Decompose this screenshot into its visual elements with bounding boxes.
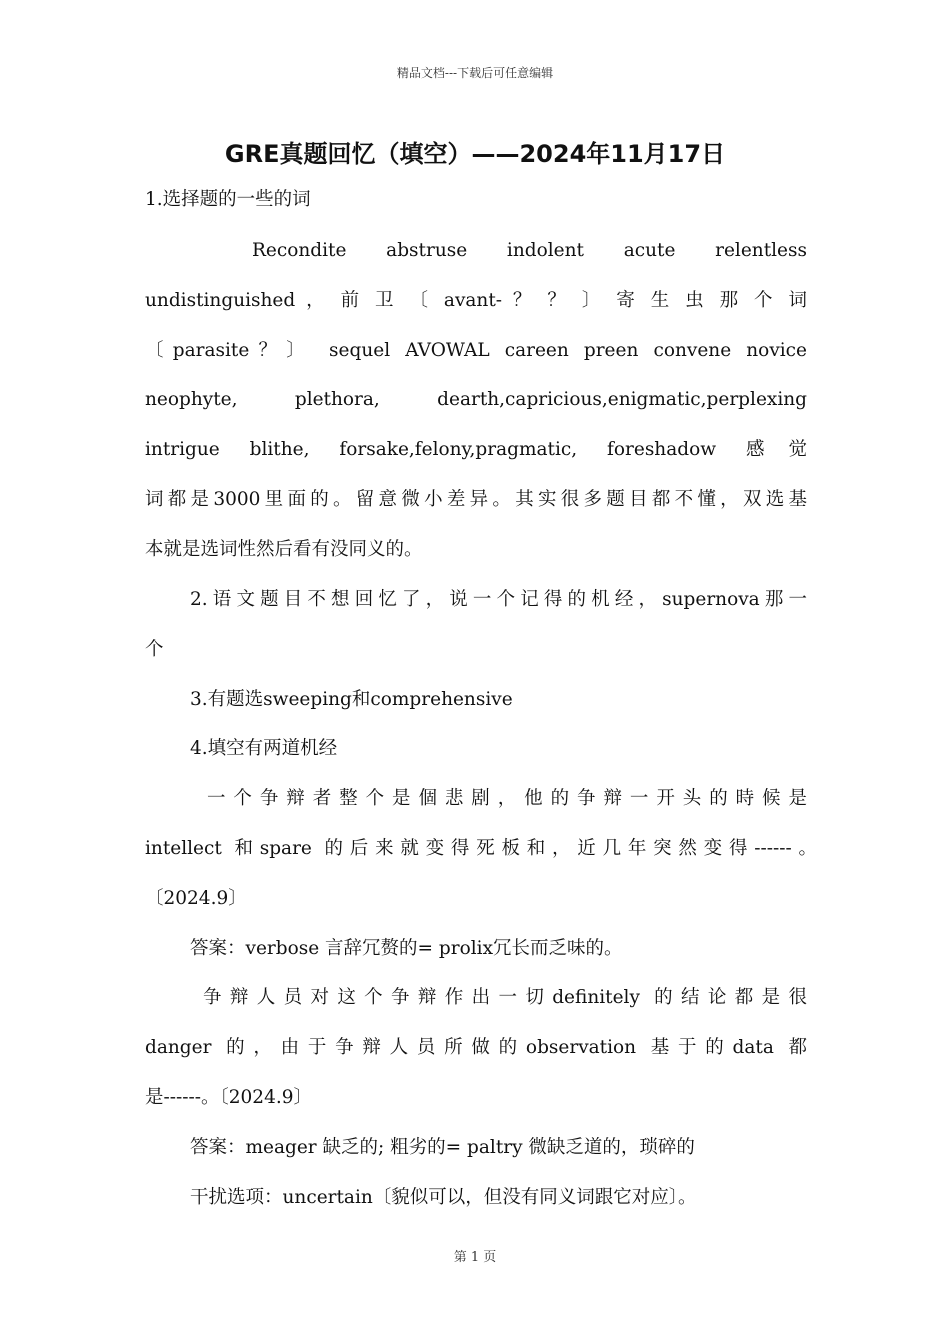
text-line-21: 干扰选项：uncertain〔貌似可以，但没有同义词跟它对应〕。 bbox=[190, 1187, 697, 1208]
text-line-6: intrigue blithe, forsake,felony,pragmatic, foreshadow 感觉 bbox=[145, 439, 807, 460]
document-title: GRE真题回忆（填空）——2024年11月17日 bbox=[224, 140, 726, 168]
text-line-19: 是------。〔2024.9〕 bbox=[145, 1087, 312, 1108]
text-line-15: 〔2024.9〕 bbox=[145, 888, 247, 909]
text-line-2: Recondite abstruse indolent acute relentless bbox=[252, 240, 807, 261]
text-line-10: 个 bbox=[145, 639, 164, 660]
text-line-5: neophyte, plethora, dearth,capricious,enigmatic,perplexing bbox=[145, 389, 807, 410]
text-line-4: 〔parasite？〕 sequel AVOWAL careen preen convene novice bbox=[145, 340, 807, 361]
text-line-12: 4.填空有两道机经 bbox=[190, 738, 338, 759]
page-footer: 第 1 页 bbox=[453, 1250, 497, 1265]
text-line-16: 答案：verbose 言辞冗赘的= prolix冗长而乏味的。 bbox=[190, 938, 623, 959]
text-line-7: 词都是3000里面的。留意微小差异。其实很多题目都不懂，双选基 bbox=[145, 489, 807, 510]
text-line-9: 2.语文题目不想回忆了，说一个记得的机经，supernova那一 bbox=[190, 589, 807, 610]
text-line-1: 1.选择题的一些的词 bbox=[145, 189, 311, 210]
text-line-11: 3.有题选sweeping和comprehensive bbox=[190, 689, 513, 710]
text-line-3: undistinguished ， 前 卫 〔 avant- ？ ？ 〕 寄 生 虫 那 个 词 bbox=[145, 290, 807, 311]
text-line-14: intellect 和spare 的后来就变得死板和，近几年突然变得------。 bbox=[145, 838, 817, 859]
text-line-20: 答案：meager 缺乏的; 粗劣的= paltry 微缺乏道的，琐碎的 bbox=[190, 1137, 695, 1158]
text-line-13: 一个争辩者整个是個悲剧，他的争辩一开头的時候是 bbox=[207, 788, 807, 809]
page-header: 精品文档---下载后可任意编辑 bbox=[396, 66, 554, 80]
text-line-8: 本就是选词性然后看有没同义的。 bbox=[145, 539, 423, 560]
text-line-17: 争辩人员对这个争辩作出一切definitely 的结论都是很 bbox=[203, 987, 807, 1008]
text-line-18: danger 的，由于争辩人员所做的observation 基于的data 都 bbox=[145, 1037, 807, 1058]
